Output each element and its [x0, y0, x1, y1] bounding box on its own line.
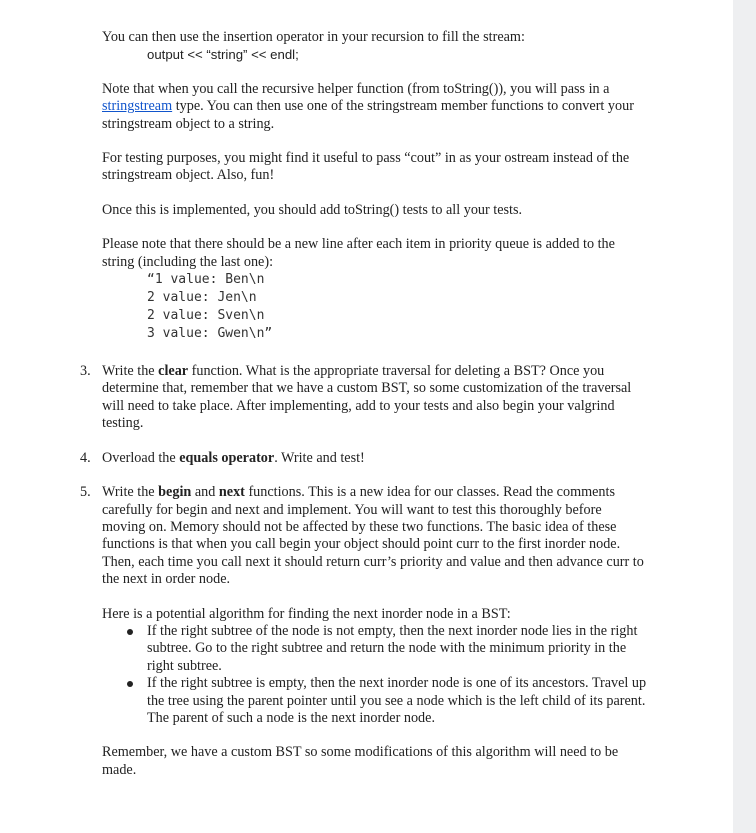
list-item-clear [80, 363, 647, 433]
document-content [80, 29, 647, 779]
item-text: function. What is the appropriate traversal for deleting a BST? Once you determine that, remember that we have a custom BST, so some customization of the traversal will need to take place. After implementing, add to your tests and also begin your valgrind testing. [102, 363, 632, 432]
clear-paragraph [102, 363, 647, 433]
equals-keyword: equals operator [179, 449, 275, 466]
example-line: 2 value: Jen\n [147, 290, 257, 306]
list-number: 5. [80, 484, 91, 501]
bullet-text: If the right subtree of the node is not empty, then the next inorder node lies in the right subtree. Go to the right subtree and return the node with the minimum priority in the right subtree. [147, 622, 638, 674]
example-output-block [102, 271, 647, 343]
bullet-dot-icon [127, 629, 133, 635]
algorithm-bullet-list [102, 623, 647, 727]
example-line: 3 value: Gwen\n” [147, 326, 273, 342]
next-keyword: next [218, 484, 245, 501]
note-text-start: Note that when you call the recursive helper function (from toString()), you will pass in a [102, 80, 610, 97]
list-number: 4. [80, 449, 91, 466]
bullet-item [147, 675, 647, 727]
example-line: “1 value: Ben\n [147, 272, 265, 288]
scroll-gutter[interactable] [733, 0, 756, 833]
item-text: functions. This is a new idea for our classes. Read the comments carefully for begin and next and implement. You will want to test this thoroughly before moving on. Memory should not be affected by these two functions. The basic idea of these functions is that when you call begin your object should point curr to the first inorder node. Then, each time you call next it should return curr’s priority and value and then advance curr to the next in order node. [102, 484, 644, 588]
item-text: . Write and test! [274, 449, 365, 466]
item-text: Write the [102, 363, 159, 380]
note-paragraph [102, 81, 647, 133]
equals-paragraph [102, 450, 647, 467]
once-paragraph: Once this is implemented, you should add toString() tests to all your tests. [102, 201, 523, 218]
list-item-begin-next [80, 484, 647, 588]
begin-next-paragraph [102, 484, 647, 588]
begin-keyword: begin [158, 484, 192, 501]
newline-paragraph: Please note that there should be a new line after each item in priority queue is added to the string (including the last one): [102, 236, 615, 270]
list-number: 3. [80, 363, 91, 380]
testing-paragraph: For testing purposes, you might find it useful to pass “cout” in as your ostream instead of the stringstream object. Also, fun! [102, 150, 630, 184]
example-line: 2 value: Sven\n [147, 308, 265, 324]
algorithm-intro: Here is a potential algorithm for finding the next inorder node in a BST: [102, 605, 511, 622]
intro-line: You can then use the insertion operator in your recursion to fill the stream: [102, 29, 525, 45]
item-text: and [191, 484, 219, 501]
stringstream-link[interactable]: stringstream [102, 98, 173, 115]
item-text: Overload the [102, 449, 180, 466]
bullet-item [147, 623, 647, 675]
bullet-text: If the right subtree is empty, then the next inorder node is one of its ancestors. Travel up the tree using the parent pointer until you see a node which is the left child of its parent. The parent of such a node is the next inorder node. [147, 675, 647, 726]
item-text: Write the [102, 484, 159, 501]
closing-paragraph: Remember, we have a custom BST so some modifications of this algorithm will need to be made. [102, 744, 619, 778]
clear-keyword: clear [158, 363, 189, 380]
note-text-end: type. You can then use one of the stringstream member functions to convert your stringstream object to a string. [102, 98, 634, 132]
list-item-equals [80, 449, 647, 467]
bullet-dot-icon [127, 681, 133, 687]
code-snippet-output: output << “string” << endl; [147, 47, 299, 63]
